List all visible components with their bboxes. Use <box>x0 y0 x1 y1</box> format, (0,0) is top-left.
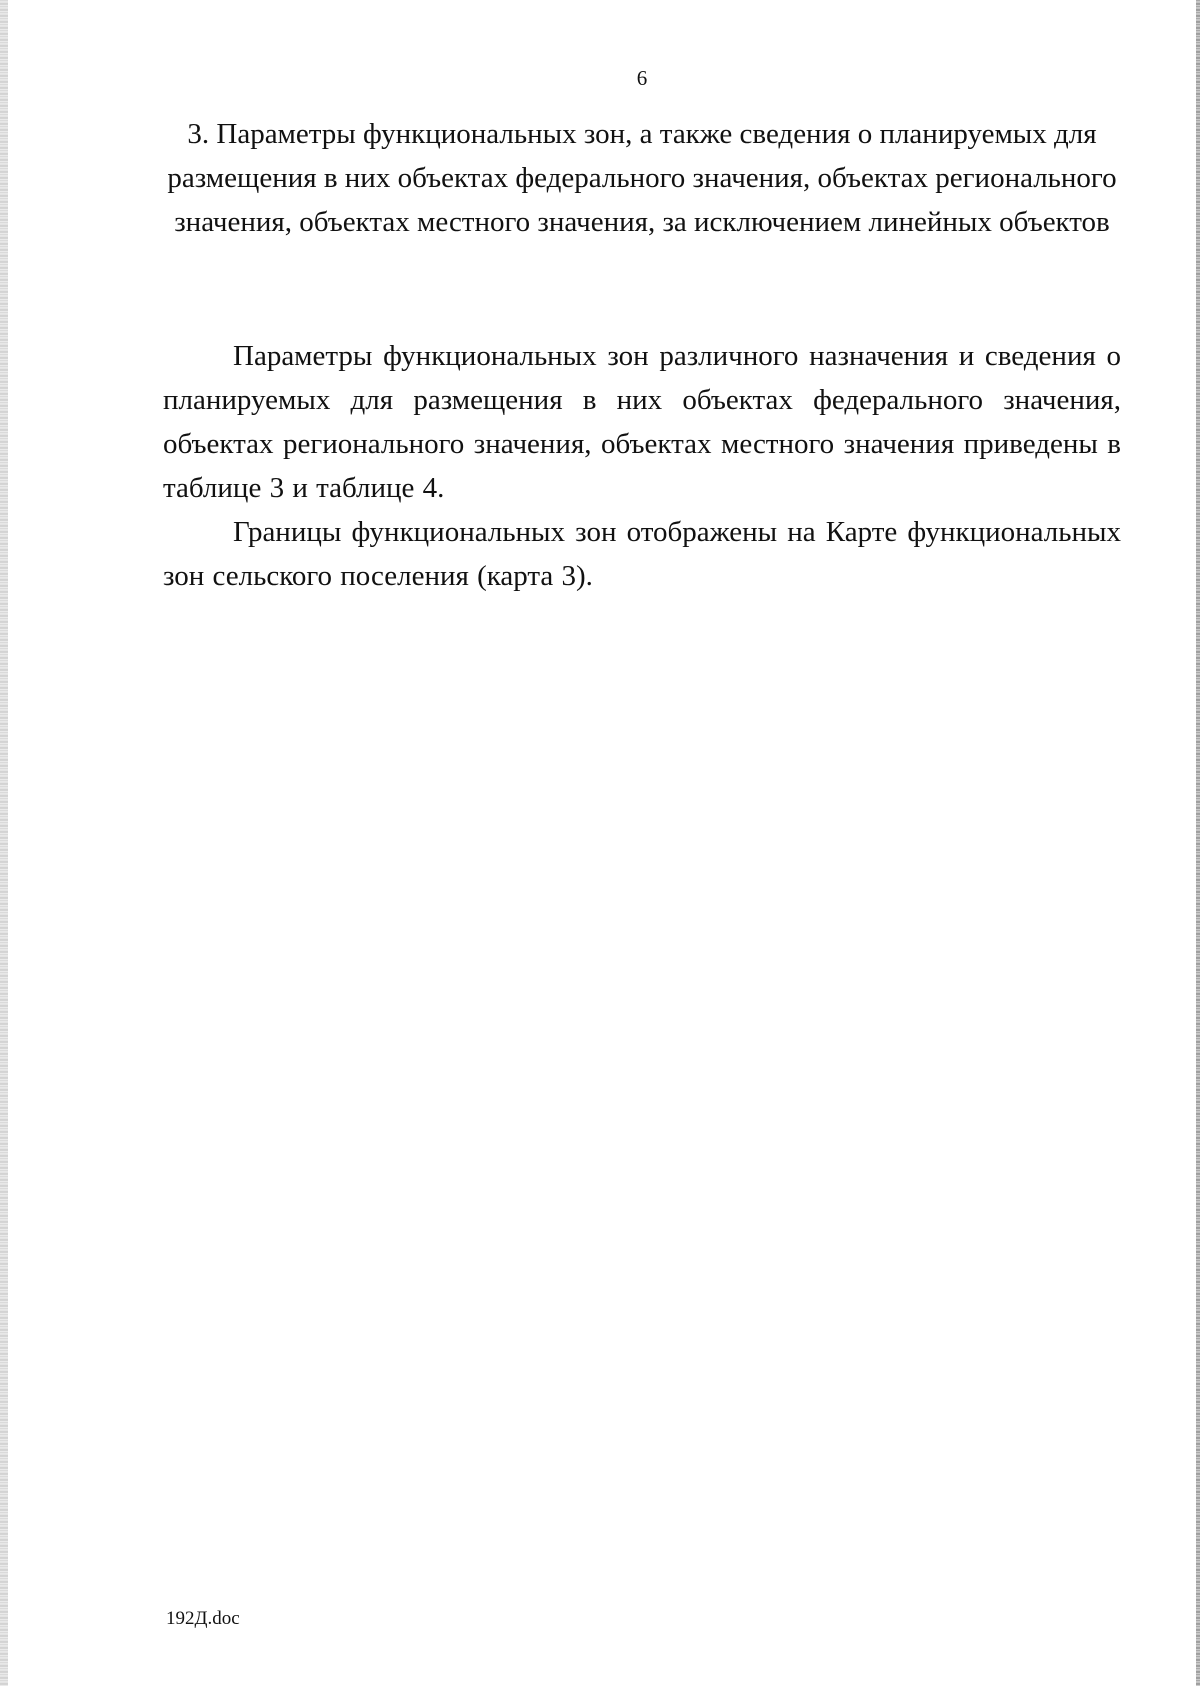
page-number: 6 <box>636 66 648 90</box>
scan-edge-left <box>0 0 8 1686</box>
paragraph-parameters: Параметры функциональных зон различного назначения и сведения о планируемых для размещения в них объектах федерального значения, объектах регионального значения, объектах местного значения приведены в таблице 3 и таблице 4. <box>163 340 1121 504</box>
scan-edge-right <box>1196 0 1200 1686</box>
body-text <box>163 334 1121 598</box>
paragraph-zone-borders: Границы функциональных зон отображены на Карте функциональных зон сельского поселения (карта 3). <box>163 516 1121 592</box>
footer-filename: 192Д.doc <box>166 1608 240 1629</box>
section-heading: 3. Параметры функциональных зон, а также сведения о планируемых для размещения в них объектах федерального значения, объектах регионального значения, объектах местного значения, за исключением линейных объектов <box>167 118 1117 238</box>
